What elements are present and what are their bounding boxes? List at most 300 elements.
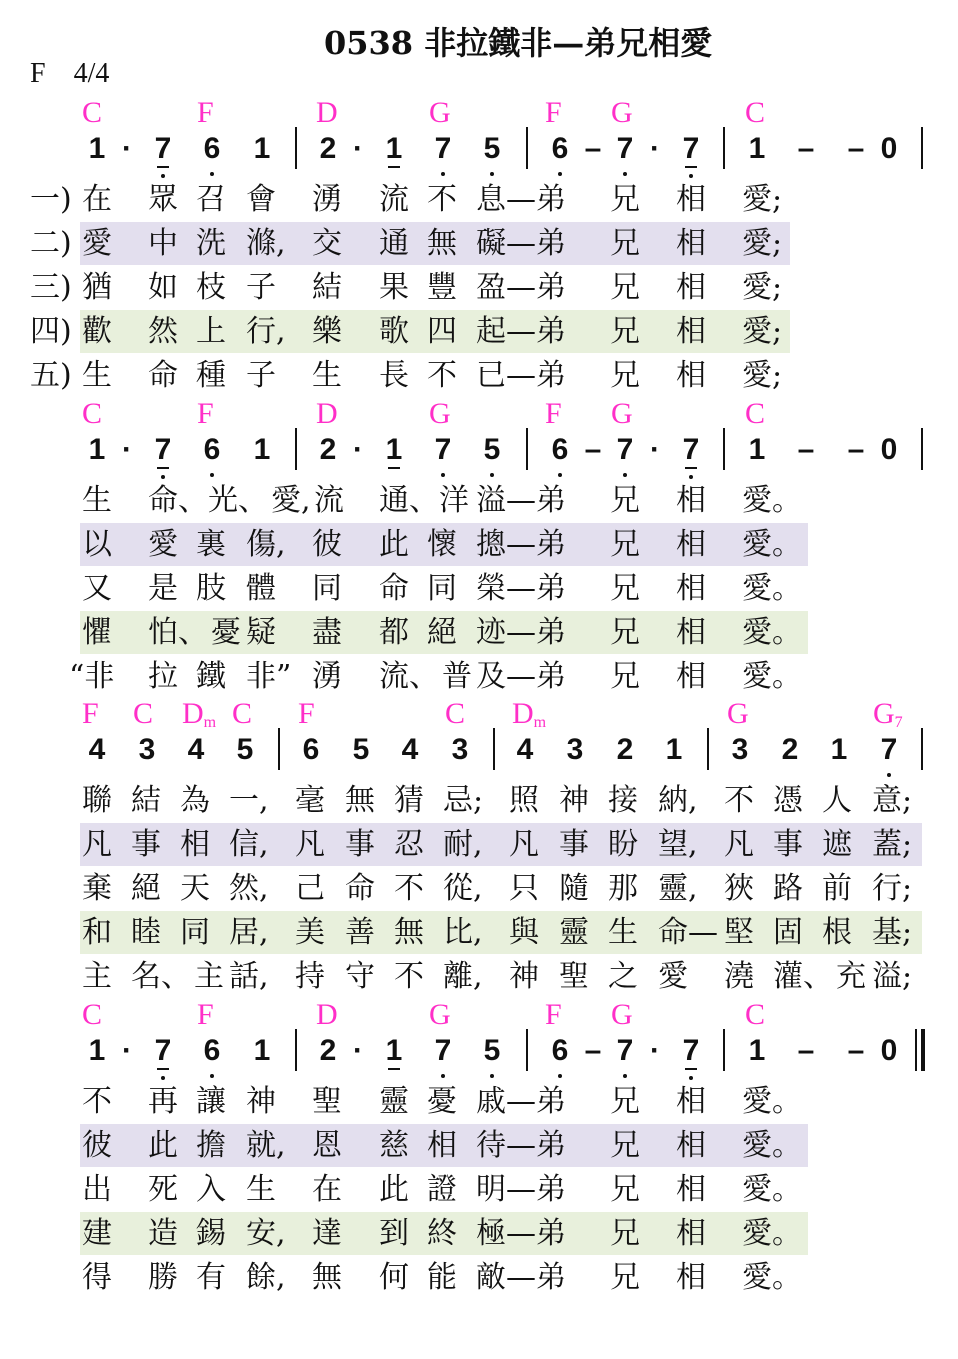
barline: [295, 1029, 297, 1071]
lyric-syllable: 極—弟: [476, 1216, 566, 1251]
chord-symbol: [745, 399, 765, 429]
chord-label: F: [197, 96, 214, 129]
lyric-syllable: 毫: [295, 783, 325, 818]
verse-number: 四): [30, 314, 72, 349]
note: 4: [187, 733, 205, 766]
lyric-syllable: 相: [676, 1260, 706, 1295]
chord-symbol: [429, 98, 451, 128]
note: 7: [151, 132, 175, 166]
lyric-syllable: 相: [676, 527, 706, 562]
note: 3: [566, 733, 584, 766]
lyric-syllable: 子: [246, 358, 276, 393]
lyric-syllable: 溢;: [872, 959, 913, 994]
lyric-syllable: 愛。: [742, 1172, 802, 1207]
lyric-syllable: 比,: [443, 915, 483, 950]
chord-label: G: [727, 697, 749, 730]
chord-symbol: [82, 1000, 102, 1030]
lyric-syllable: 意;: [872, 783, 913, 818]
note: 7: [613, 132, 637, 166]
note: 7: [679, 433, 703, 467]
lyric-syllable: 此: [148, 1128, 178, 1163]
lyric-syllable: 歡: [82, 314, 112, 349]
lyric-syllable: 己: [295, 871, 325, 906]
lyric-syllable: 遮: [822, 827, 852, 862]
lyric-syllable: 肢: [196, 571, 226, 606]
lyric-syllable: 兄: [610, 1128, 640, 1163]
lyric-syllable: 從,: [443, 871, 483, 906]
lyric-syllable: 非”: [246, 659, 292, 694]
lyric-syllable: 結: [131, 783, 161, 818]
lyric-syllable: 兄: [610, 270, 640, 305]
note: 0: [880, 132, 898, 165]
lyric-syllable: 錫: [196, 1216, 226, 1251]
lyric-syllable: 子: [246, 270, 276, 305]
lyric-syllable: 兄: [610, 1084, 640, 1119]
note: 7: [679, 132, 703, 166]
barline: [723, 127, 725, 169]
lyric-syllable: 是: [148, 571, 178, 606]
lyric-syllable: 樂: [312, 314, 342, 349]
dot-duration: ·: [353, 1034, 363, 1067]
lyric-syllable: 及—弟: [476, 659, 566, 694]
lyric-syllable: 行,: [246, 314, 286, 349]
lyric-syllable: 不: [394, 871, 424, 906]
lyric-syllable: 怕、: [148, 615, 208, 650]
chord-label: F: [197, 397, 214, 430]
chord-label: D: [182, 697, 204, 730]
lyric-syllable: 流: [314, 483, 344, 518]
barline: [278, 728, 280, 770]
lyric-syllable: 居,: [229, 915, 269, 950]
lyric-syllable: 憂: [427, 1084, 457, 1119]
chord-label: C: [445, 697, 466, 730]
dot-duration: ·: [650, 132, 660, 165]
lyric-syllable: 愛;: [742, 358, 783, 393]
lyric-syllable: 守: [345, 959, 375, 994]
lyric-syllable: 湧: [312, 182, 342, 217]
dash-hold: –: [847, 132, 865, 165]
lyric-syllable: 同: [180, 915, 210, 950]
lyric-syllable: 榮—弟: [476, 571, 566, 606]
lyric-syllable: 愛。: [742, 1216, 802, 1251]
lyric-syllable: 相: [676, 659, 706, 694]
chord-label: G: [429, 397, 451, 430]
note: 1: [253, 132, 271, 165]
lyric-syllable: 洗: [196, 226, 226, 261]
lyric-syllable: 相: [676, 226, 706, 261]
lyric-syllable: 讓: [196, 1084, 226, 1119]
lyric-syllable: 神: [509, 959, 539, 994]
lyric-syllable: 隨: [559, 871, 589, 906]
lyric-syllable: 敵—弟: [476, 1260, 566, 1295]
lyric-syllable: 愛。: [742, 1084, 802, 1119]
chord-symbol: [82, 399, 102, 429]
lyric-syllable: 相: [676, 182, 706, 217]
note: 5: [480, 1034, 504, 1068]
lyric-syllable: 不: [427, 358, 457, 393]
lyric-syllable: 慈: [379, 1128, 409, 1163]
lyric-syllable: 以: [82, 527, 112, 562]
lyric-syllable: 睦: [131, 915, 161, 950]
chord-label: C: [745, 397, 766, 430]
lyric-syllable: 戚—弟: [476, 1084, 566, 1119]
lyric-syllable: 愛。: [742, 1128, 802, 1163]
lyric-syllable: 凡: [295, 827, 325, 862]
dash-hold: –: [797, 132, 815, 165]
lyric-syllable: 枝: [196, 270, 226, 305]
barline: [526, 1029, 528, 1071]
lyric-syllable: 與: [509, 915, 539, 950]
lyric-syllable: 盼: [608, 827, 638, 862]
lyric-syllable: 鐵: [196, 659, 226, 694]
lyric-syllable: 照: [509, 783, 539, 818]
lyric-syllable: 生: [312, 358, 342, 393]
note: 7: [431, 433, 455, 467]
lyric-syllable: 溢—弟: [476, 483, 566, 518]
lyric-syllable: 懼: [82, 615, 112, 650]
lyric-syllable: 擔: [196, 1128, 226, 1163]
chord-label: C: [745, 998, 766, 1031]
dot-duration: ·: [122, 132, 132, 165]
note: 6: [548, 433, 572, 467]
final-barline: [921, 1029, 925, 1071]
lyric-syllable: 相: [676, 358, 706, 393]
chord-quality: m: [533, 714, 547, 731]
note: 6: [548, 1034, 572, 1068]
lyric-syllable: 愛。: [742, 483, 802, 518]
chord-label: D: [512, 697, 534, 730]
note: 5: [480, 433, 504, 467]
dash-hold: –: [847, 1034, 865, 1067]
lyric-syllable: 通、洋: [379, 483, 469, 518]
dot-duration: ·: [353, 433, 363, 466]
lyric-syllable: 美: [295, 915, 325, 950]
lyric-syllable: 兄: [610, 182, 640, 217]
lyric-syllable: 路: [773, 871, 803, 906]
lyric-syllable: 就,: [246, 1128, 286, 1163]
chord-symbol: [316, 399, 338, 429]
chord-symbol: [545, 1000, 562, 1030]
lyric-syllable: 聖: [312, 1084, 342, 1119]
lyric-syllable: 離,: [443, 959, 483, 994]
lyric-syllable: 相: [676, 1084, 706, 1119]
barline: [915, 1029, 917, 1071]
chord-symbol: [545, 399, 562, 429]
note: 6: [200, 1034, 224, 1068]
lyric-syllable: 凡: [509, 827, 539, 862]
lyric-syllable: 生: [82, 358, 112, 393]
lyric-syllable: 憑: [773, 783, 803, 818]
note: 7: [613, 433, 637, 467]
lyric-syllable: 行;: [872, 871, 913, 906]
note: 6: [302, 733, 320, 766]
lyric-syllable: 無: [427, 226, 457, 261]
dot-duration: ·: [650, 433, 660, 466]
lyric-syllable: 無: [345, 783, 375, 818]
lyric-syllable: 然: [148, 314, 178, 349]
lyric-syllable: 猶: [82, 270, 112, 305]
lyric-syllable: 普: [442, 659, 472, 694]
chord-label: C: [82, 998, 103, 1031]
barline: [707, 728, 709, 770]
verse-number: 三): [30, 270, 72, 305]
lyric-syllable: 愛;: [742, 226, 783, 261]
note: 1: [88, 132, 106, 165]
lyric-syllable: 兄: [610, 483, 640, 518]
chord-label: G: [429, 998, 451, 1031]
note: 7: [151, 1034, 175, 1068]
lyric-syllable: 命: [148, 358, 178, 393]
chord-symbol: [82, 98, 102, 128]
lyric-syllable: 兄: [610, 1216, 640, 1251]
lyric-syllable: 天: [180, 871, 210, 906]
note: 0: [880, 433, 898, 466]
note: 1: [88, 433, 106, 466]
lyric-syllable: 召: [196, 182, 226, 217]
chord-symbol: [445, 699, 465, 729]
lyric-syllable: 歌: [379, 314, 409, 349]
chord-label: G: [611, 397, 633, 430]
dash-hold: –: [847, 433, 865, 466]
lyric-syllable: 體: [246, 571, 276, 606]
lyric-syllable: 相: [676, 1216, 706, 1251]
note: 1: [830, 733, 848, 766]
lyric-syllable: 都: [379, 615, 409, 650]
lyric-syllable: 接: [608, 783, 638, 818]
lyric-syllable: 相: [676, 483, 706, 518]
chord-label: D: [316, 998, 338, 1031]
lyric-syllable: 兄: [610, 615, 640, 650]
chord-label: D: [316, 397, 338, 430]
note: 6: [548, 132, 572, 166]
lyric-syllable: 事: [559, 827, 589, 862]
chord-label: C: [133, 697, 154, 730]
chord-label: C: [82, 96, 103, 129]
note: 4: [516, 733, 534, 766]
lyric-syllable: 不: [82, 1084, 112, 1119]
lyric-syllable: 靈,: [658, 871, 698, 906]
note: 4: [88, 733, 106, 766]
chord-symbol: [232, 699, 252, 729]
lyric-syllable: 如: [148, 270, 178, 305]
lyric-syllable: 和: [82, 915, 112, 950]
chord-symbol: [133, 699, 153, 729]
note: 5: [236, 733, 254, 766]
lyric-syllable: 然,: [229, 871, 269, 906]
lyric-syllable: 拉: [148, 659, 178, 694]
lyric-syllable: 餘,: [246, 1260, 286, 1295]
chord-label: G: [429, 96, 451, 129]
dash-hold: –: [584, 132, 602, 165]
lyric-syllable: 結: [312, 270, 342, 305]
lyric-syllable: 忍: [394, 827, 424, 862]
lyric-syllable: 種: [196, 358, 226, 393]
lyric-syllable: 生: [82, 483, 112, 518]
lyric-syllable: 名、: [131, 959, 191, 994]
lyric-syllable: 傷,: [246, 527, 286, 562]
lyric-syllable: 裏: [196, 527, 226, 562]
note: 6: [200, 433, 224, 467]
lyric-syllable: 命: [379, 571, 409, 606]
chord-label: F: [82, 697, 99, 730]
lyric-syllable: 狹: [724, 871, 754, 906]
barline: [723, 428, 725, 470]
lyric-syllable: 在: [312, 1172, 342, 1207]
note: 2: [781, 733, 799, 766]
lyric-syllable: 再: [148, 1084, 178, 1119]
lyric-syllable: 此: [379, 1172, 409, 1207]
chord-symbol: [611, 399, 633, 429]
chord-symbol: [611, 1000, 633, 1030]
lyric-syllable: 耐,: [443, 827, 483, 862]
barline: [921, 428, 923, 470]
lyric-syllable: 又: [82, 571, 112, 606]
lyric-syllable: 同: [312, 571, 342, 606]
chord-label: F: [197, 998, 214, 1031]
chord-label: F: [298, 697, 315, 730]
chord-symbol: [429, 399, 451, 429]
lyric-syllable: 上: [196, 314, 226, 349]
chord-label: C: [232, 697, 253, 730]
lyric-syllable: 善: [345, 915, 375, 950]
note: 1: [382, 1034, 406, 1068]
lyric-syllable: 兄: [610, 314, 640, 349]
lyric-syllable: 愛。: [742, 527, 802, 562]
note: 1: [665, 733, 683, 766]
lyric-syllable: 相: [676, 270, 706, 305]
hymn-title: 0538 非拉鐵非—弟兄相愛: [324, 24, 713, 62]
lyric-syllable: 起—弟: [476, 314, 566, 349]
lyric-syllable: 愛。: [742, 615, 802, 650]
dot-duration: ·: [122, 433, 132, 466]
lyric-syllable: 此: [379, 527, 409, 562]
chord-symbol: [545, 98, 562, 128]
barline: [493, 728, 495, 770]
lyric-syllable: 愛: [658, 959, 688, 994]
lyric-syllable: 話,: [229, 959, 269, 994]
lyric-syllable: 彼: [312, 527, 342, 562]
lyric-syllable: 兄: [610, 527, 640, 562]
chord-label: D: [316, 96, 338, 129]
chord-symbol: [197, 399, 214, 429]
lyric-syllable: 一,: [229, 783, 269, 818]
lyric-syllable: 凡: [82, 827, 112, 862]
lyric-syllable: 明—弟: [476, 1172, 566, 1207]
lyric-syllable: 入: [196, 1172, 226, 1207]
note: 1: [88, 1034, 106, 1067]
lyric-syllable: 只: [509, 871, 539, 906]
dash-hold: –: [797, 1034, 815, 1067]
lyric-syllable: 固: [773, 915, 803, 950]
barline: [921, 728, 923, 770]
barline: [295, 127, 297, 169]
lyric-syllable: 造: [148, 1216, 178, 1251]
lyric-syllable: 愛。: [742, 571, 802, 606]
lyric-syllable: “非: [69, 659, 115, 694]
lyric-syllable: 終: [427, 1216, 457, 1251]
chord-quality: m: [203, 714, 217, 731]
lyric-syllable: 待—弟: [476, 1128, 566, 1163]
barline: [723, 1029, 725, 1071]
note: 3: [731, 733, 749, 766]
lyric-syllable: 同: [427, 571, 457, 606]
lyric-syllable: 忌;: [443, 783, 484, 818]
lyric-syllable: 盈—弟: [476, 270, 566, 305]
lyric-syllable: 恩: [312, 1128, 342, 1163]
lyric-syllable: 命—: [658, 915, 718, 950]
lyric-syllable: 相: [180, 827, 210, 862]
note: 1: [253, 433, 271, 466]
note: 1: [382, 132, 406, 166]
lyric-syllable: 愛;: [742, 314, 783, 349]
lyric-syllable: 事: [773, 827, 803, 862]
lyric-syllable: 死: [148, 1172, 178, 1207]
lyric-syllable: 證: [427, 1172, 457, 1207]
chord-symbol: [82, 699, 99, 729]
lyric-syllable: 信,: [229, 827, 269, 862]
lyric-syllable: 那: [608, 871, 638, 906]
lyric-syllable: 礙—弟: [476, 226, 566, 261]
lyric-syllable: 兄: [610, 571, 640, 606]
chord-label: C: [82, 397, 103, 430]
note: 7: [431, 1034, 455, 1068]
note: 3: [138, 733, 156, 766]
lyric-syllable: 之: [608, 959, 638, 994]
note: 1: [748, 433, 766, 466]
lyric-syllable: 主: [82, 959, 112, 994]
lyric-syllable: 摠—弟: [476, 527, 566, 562]
lyric-syllable: 愛;: [742, 270, 783, 305]
lyric-syllable: 無: [312, 1260, 342, 1295]
chord-label: G: [873, 697, 895, 730]
lyric-syllable: 望,: [658, 827, 698, 862]
lyric-syllable: 兄: [610, 1260, 640, 1295]
note: 7: [431, 132, 455, 166]
lyric-syllable: 安,: [246, 1216, 286, 1251]
note: 3: [451, 733, 469, 766]
lyric-syllable: 人: [822, 783, 852, 818]
note: 2: [319, 433, 337, 466]
lyric-syllable: 豐: [427, 270, 457, 305]
lyric-syllable: 憂: [211, 615, 241, 650]
note: 7: [613, 1034, 637, 1068]
lyric-syllable: 生: [608, 915, 638, 950]
lyric-syllable: 事: [131, 827, 161, 862]
dot-duration: ·: [650, 1034, 660, 1067]
lyric-syllable: 中: [148, 226, 178, 261]
lyric-syllable: 兄: [610, 226, 640, 261]
lyric-syllable: 相: [676, 615, 706, 650]
note: 1: [748, 132, 766, 165]
chord-symbol: [316, 98, 338, 128]
lyric-syllable: 達: [312, 1216, 342, 1251]
lyric-syllable: 流、: [379, 659, 439, 694]
lyric-syllable: 相: [676, 314, 706, 349]
chord-symbol: [197, 98, 214, 128]
dash-hold: –: [584, 433, 602, 466]
lyric-syllable: 不: [427, 182, 457, 217]
key-signature: F: [30, 58, 46, 89]
lyric-syllable: 長: [379, 358, 409, 393]
lyric-syllable: 能: [427, 1260, 457, 1295]
lyric-syllable: 流: [379, 182, 409, 217]
lyric-syllable: 疑: [246, 615, 276, 650]
dot-duration: ·: [353, 132, 363, 165]
chord-label: F: [545, 96, 562, 129]
lyric-syllable: 不: [724, 783, 754, 818]
lyric-syllable: 猜: [394, 783, 424, 818]
note: 2: [319, 1034, 337, 1067]
